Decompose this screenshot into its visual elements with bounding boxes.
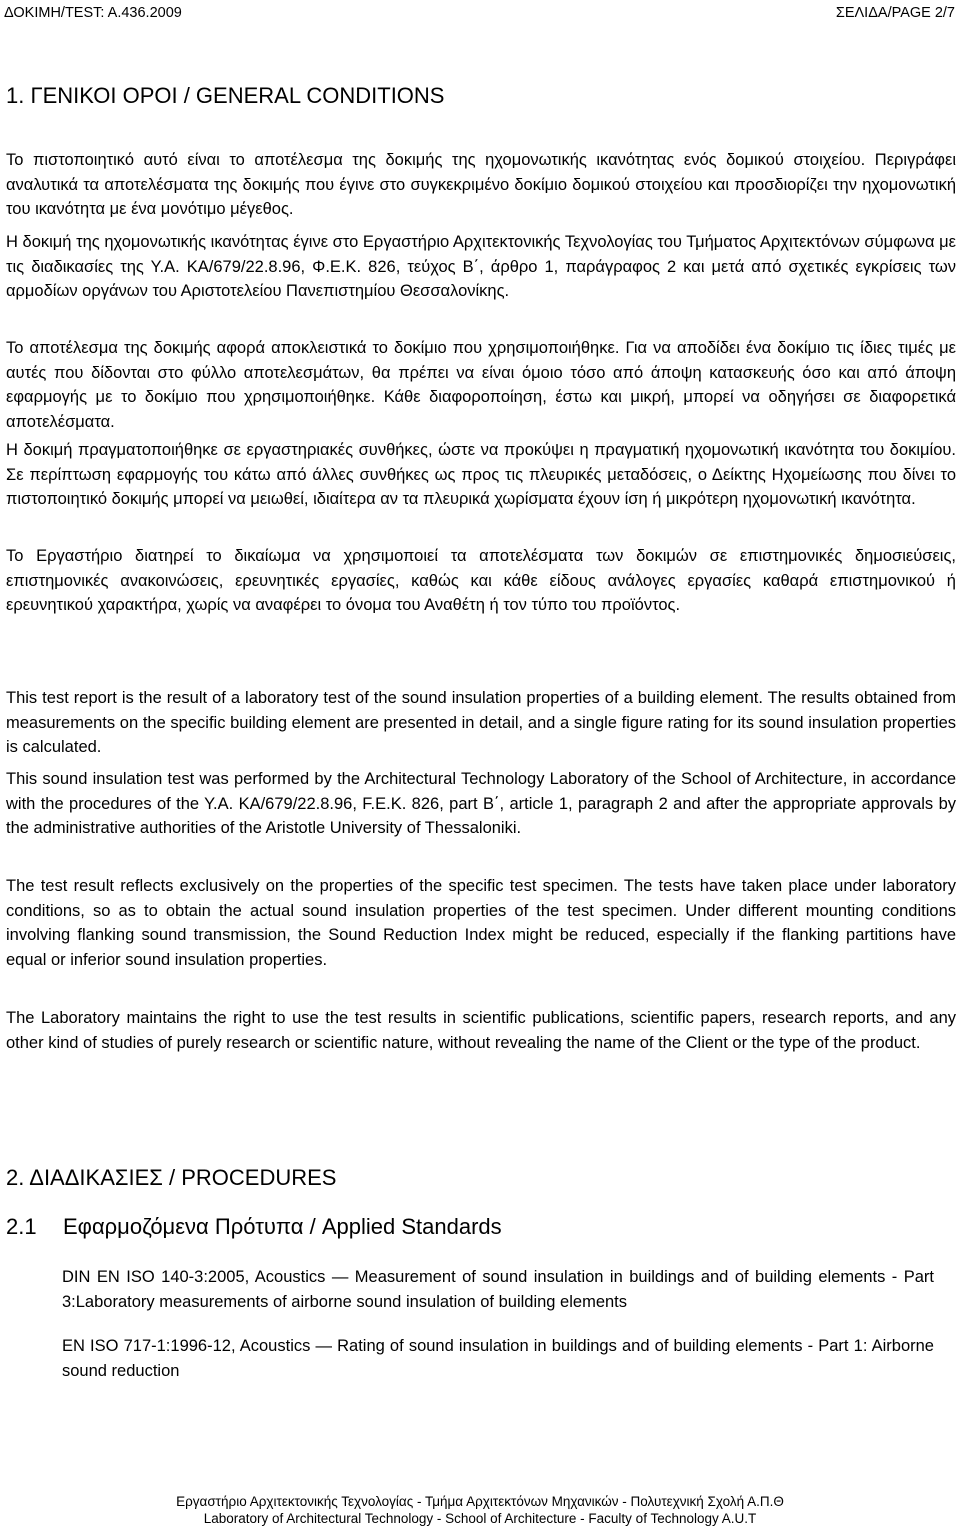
- standard-item-1: DIN EN ISO 140-3:2005, Acoustics — Measurement of sound insulation in buildings and of building elements - Part 3:Laboratory measurements of airborne sound insulation of building elements: [62, 1268, 934, 1311]
- greek-paragraph-1: Το πιστοποιητικό αυτό είναι το αποτέλεσμα της δοκιμής της ηχομονωτικής ικανότητας ενός δομικού στοιχείου. Περιγράφει αναλυτικά τα αποτελέσματα της δοκιμής που έγινε στο συγκεκριμένο δοκίμιο δομικού στοιχείου και προσδιορίζει την ηχομονωτική του ικανότητα με ένα μονότιμο μέγεθος.: [6, 151, 956, 218]
- english-paragraph-2: This sound insulation test was performed by the Architectural Technology Laboratory of the School of Architecture, in accordance with the procedures of the Y.A. KA/679/22.8.96, F.E.K. 826, part B΄, article 1, paragraph 2 and after the appropriate approvals by the administrative authorities of the Aristotle University of Thessaloniki.: [6, 770, 956, 837]
- standard-item-2: EN ISO 717-1:1996-12, Acoustics — Rating of sound insulation in buildings and of building elements - Part 1: Airborne sound reduction: [62, 1337, 934, 1380]
- greek-paragraph-3: Το αποτέλεσμα της δοκιμής αφορά αποκλειστικά το δοκίμιο που χρησιμοποιήθηκε. Για να αποδίδει ένα δοκίμιο τις ίδιες τιμές με αυτές που δίδονται στο φύλλο αποτελεσμάτων, θα πρέπει να είναι όμοιο τόσο από άποψη κατασκευής όσο και από άποψη εφαρμογής με το δοκίμιο που χρησιμοποιήθηκε. Κάθε διαφοροποίηση, έστω και μικρή, μπορεί να οδηγήσει σε διαφορετικά αποτελέσματα.: [6, 339, 956, 431]
- english-paragraph-4: The Laboratory maintains the right to use the test results in scientific publications, scientific papers, research reports, and any other kind of studies of purely research or scientific nature, without revealing the name of the Client or the type of the product.: [6, 1009, 956, 1052]
- english-paragraph-1: This test report is the result of a laboratory test of the sound insulation properties of a building element. The results obtained from measurements on the specific building element are presented in detail, and a single figure rating for its sound insulation properties is calculated.: [6, 689, 956, 756]
- subsection-title: Εφαρμοζόμενα Πρότυπα / Applied Standards: [63, 1214, 502, 1239]
- greek-paragraph-4: Η δοκιμή πραγματοποιήθηκε σε εργαστηριακές συνθήκες, ώστε να προκύψει η πραγματική ηχομονωτική ικανότητα του δοκιμίου. Σε περίπτωση εφαρμογής του κάτω από άλλες συνθήκες ως προς τις πλευρικές μεταδόσεις, ο Δείκτης Ηχομείωσης που δίνει το πιστοποιητικό δοκιμής μπορεί να μειωθεί, ιδιαίτερα αν τα πλευρικά χωρίσματα έχουν ίση ή μικρότερη ηχομονωτική ικανότητα.: [6, 441, 956, 508]
- section-1-title: 1. ΓΕΝΙΚΟΙ ΟΡΟΙ / GENERAL CONDITIONS: [6, 83, 445, 108]
- greek-paragraph-2: Η δοκιμή της ηχομονωτικής ικανότητας έγινε στο Εργαστήριο Αρχιτεκτονικής Τεχνολογίας του Τμήματος Αρχιτεκτόνων σύμφωνα με τις διαδικασίες της Υ.Α. ΚΑ/679/22.8.96, Φ.Ε.Κ. 826, τεύχος Β΄, άρθρο 1, παράγραφος 2 και μετά από σχετικές εγκρίσεις των αρμοδίων οργάνων του Αριστοτελείου Πανεπιστημίου Θεσσαλονίκης.: [6, 233, 956, 300]
- footer-line-greek: Εργαστήριο Αρχιτεκτονικής Τεχνολογίας - Τμήμα Αρχιτεκτόνων Μηχανικών - Πολυτεχνική Σχολή Α.Π.Θ: [176, 1494, 784, 1509]
- subsection-2-1-heading: [6, 1214, 502, 1240]
- greek-paragraph-5: Το Εργαστήριο διατηρεί το δικαίωμα να χρησιμοποιεί τα αποτελέσματα των δοκιμών σε επιστημονικές δημοσιεύσεις, επιστημονικές ανακοινώσεις, ερευνητικές εργασίες, καθώς και κάθε είδους ανάλογες εργασίες καθαρά επιστημονικού ή ερευνητικού χαρακτήρα, χωρίς να αναφέρει το όνομα του Αναθέτη ή τον τύπο του προϊόντος.: [6, 547, 956, 614]
- header-page-number: ΣΕΛΙΔΑ/PAGE 2/7: [835, 5, 955, 21]
- subsection-number: 2.1: [6, 1214, 37, 1239]
- section-2-title: 2. ΔΙΑΔΙΚΑΣΙΕΣ / PROCEDURES: [6, 1165, 337, 1190]
- header-test-id: ΔΟΚΙΜΗ/TEST: A.436.2009: [4, 5, 182, 21]
- footer-line-english: Laboratory of Architectural Technology - School of Architecture - Faculty of Technology A.U.T: [203, 1511, 757, 1526]
- english-paragraph-3: The test result reflects exclusively on the properties of the specific test specimen. The tests have taken place under laboratory conditions, so as to obtain the actual sound insulation properties of the test specimen. Under different mounting conditions involving flanking sound transmission, the Sound Reduction Index might be reduced, especially if the flanking partitions have equal or inferior sound insulation properties.: [6, 877, 956, 969]
